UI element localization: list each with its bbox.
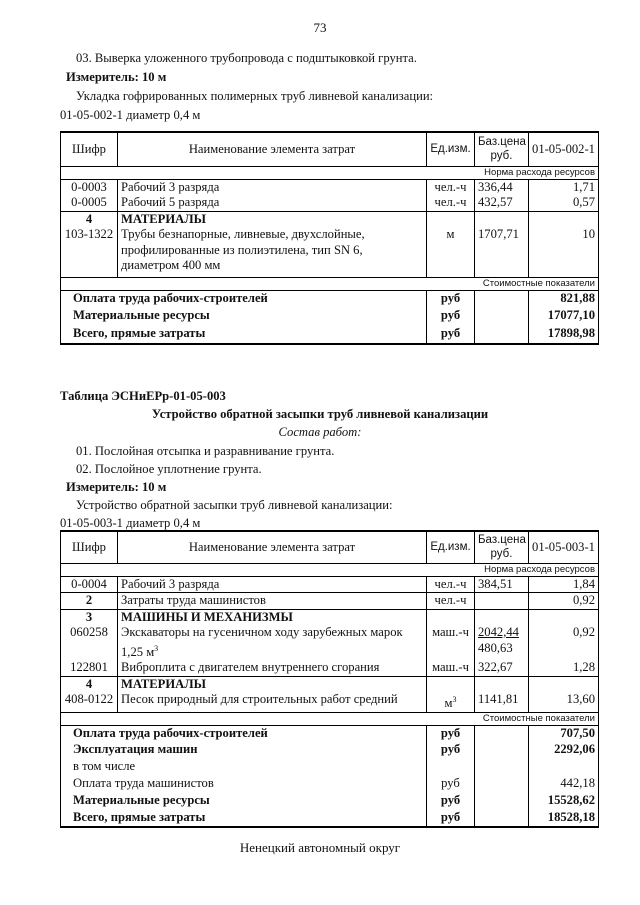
cell-norm: 10 — [529, 227, 599, 277]
total-row — [61, 810, 599, 827]
total-name: Материальные ресурсы — [61, 308, 427, 326]
table-row — [61, 576, 599, 593]
group-row — [61, 609, 599, 625]
cell-price: 1141,81 — [475, 692, 529, 712]
group-row — [61, 211, 599, 227]
total-name: Всего, прямые затраты — [61, 810, 427, 827]
total-unit: руб — [427, 308, 475, 326]
name-line: 1,25 м — [121, 644, 155, 659]
cell-unit: чел.-ч — [427, 593, 475, 610]
cell-code: 0-0005 — [61, 195, 118, 211]
total-unit — [427, 759, 475, 776]
code-line: 01-05-002-1 диаметр 0,4 м — [60, 108, 201, 122]
cell-code: 122801 — [61, 660, 118, 676]
table-row — [61, 593, 599, 610]
measure-label: Измеритель: 10 м — [66, 70, 167, 84]
total-value: 18528,18 — [529, 810, 599, 827]
work-item: 02. Послойное уплотнение грунта. — [76, 462, 262, 476]
cell-price: 384,51 — [475, 576, 529, 593]
cell-name: Рабочий 5 разряда — [118, 195, 427, 211]
total-name: Эксплуатация машин — [61, 742, 427, 759]
cell-name: Рабочий 3 разряда — [118, 576, 427, 593]
page-footer: Ненецкий автономный округ — [239, 840, 401, 855]
col-header-code: Шифр — [61, 531, 118, 563]
total-name: Оплата труда рабочих-строителей — [61, 290, 427, 308]
total-value: 17077,10 — [529, 308, 599, 326]
cell-norm: 1,28 — [529, 660, 599, 676]
total-unit: руб — [427, 776, 475, 793]
cell-price: 432,57 — [475, 195, 529, 211]
cell-norm: 1,84 — [529, 576, 599, 593]
col-header-norm: 01-05-002-1 — [529, 132, 599, 166]
table-row — [61, 692, 599, 712]
cell-unit: маш.-ч — [427, 625, 475, 660]
group-name: МАШИНЫ И МЕХАНИЗМЫ — [118, 609, 427, 625]
total-row — [61, 742, 599, 759]
cell-unit: чел.-ч — [427, 179, 475, 195]
group-row — [61, 676, 599, 692]
total-name: Материальные ресурсы — [61, 793, 427, 810]
total-value: 442,18 — [529, 776, 599, 793]
total-value: 17898,98 — [529, 326, 599, 344]
cell-norm: 0,57 — [529, 195, 599, 211]
total-row — [61, 326, 599, 344]
band-norms: Норма расхода ресурсов — [61, 166, 599, 179]
cell-code: 408-0122 — [61, 692, 118, 712]
total-value: 707,50 — [529, 725, 599, 742]
total-row — [61, 725, 599, 742]
cell-price — [475, 593, 529, 610]
total-unit: руб — [427, 725, 475, 742]
work-item: 01. Послойная отсыпка и разравнивание грунта. — [76, 444, 335, 458]
cell-name: Виброплита с двигателем внутреннего сгорания — [118, 660, 427, 676]
page-number: 73 — [313, 20, 327, 35]
total-name: Оплата труда рабочих-строителей — [61, 725, 427, 742]
total-unit: руб — [427, 793, 475, 810]
cell-norm: 1,71 — [529, 179, 599, 195]
total-name: Оплата труда машинистов — [61, 776, 427, 793]
group-name: МАТЕРИАЛЫ — [118, 676, 427, 692]
total-row — [61, 308, 599, 326]
table-row — [61, 625, 599, 660]
superscript: 3 — [154, 643, 159, 653]
cell-name: Рабочий 3 разряда — [118, 179, 427, 195]
total-value — [529, 759, 599, 776]
cell-name: Трубы безнапорные, ливневые, двухслойные, профилированные из полиэтилена, тип SN 6, диаметром 400 мм — [118, 227, 427, 277]
composition-label: Состав работ: — [278, 425, 362, 439]
section-heading: Устройство обратной засыпки труб ливневой канализации — [151, 407, 489, 421]
table-row — [61, 179, 599, 195]
cell-code: 103-1322 — [61, 227, 118, 277]
cell-unit: чел.-ч — [427, 195, 475, 211]
cell-name — [118, 625, 427, 660]
table-subtitle: Укладка гофрированных полимерных труб ливневой канализации: — [76, 89, 434, 103]
total-row — [61, 793, 599, 810]
col-header-price: Баз.цена руб. — [475, 132, 529, 166]
col-header-name: Наименование элемента затрат — [118, 132, 427, 166]
cell-code: 0-0003 — [61, 179, 118, 195]
total-name: в том числе — [61, 759, 427, 776]
total-unit: руб — [427, 742, 475, 759]
cell-price — [475, 625, 529, 660]
code-line: 01-05-003-1 диаметр 0,4 м — [60, 516, 201, 530]
col-header-code: Шифр — [61, 132, 118, 166]
price-primary: 2042,44 — [478, 625, 519, 639]
price-secondary: 480,63 — [478, 640, 513, 655]
total-name: Всего, прямые затраты — [61, 326, 427, 344]
group-code: 3 — [61, 609, 118, 625]
total-unit: руб — [427, 810, 475, 827]
table-title: Таблица ЭСНиЕРр-01-05-003 — [60, 389, 226, 403]
cell-price: 322,67 — [475, 660, 529, 676]
cell-unit: чел.-ч — [427, 576, 475, 593]
unit-text: м — [444, 696, 453, 711]
resource-table-2 — [60, 530, 599, 828]
col-header-price: Баз.цена руб. — [475, 531, 529, 563]
total-unit: руб — [427, 290, 475, 308]
cell-name: Затраты труда машинистов — [118, 593, 427, 610]
col-header-norm: 01-05-003-1 — [529, 531, 599, 563]
total-value: 2292,06 — [529, 742, 599, 759]
group-name: МАТЕРИАЛЫ — [118, 211, 427, 227]
total-value: 821,88 — [529, 290, 599, 308]
total-unit: руб — [427, 326, 475, 344]
band-cost: Стоимостные показатели — [61, 277, 599, 290]
cell-unit: м — [427, 227, 475, 277]
work-item: 03. Выверка уложенного трубопровода с подштыковкой грунта. — [76, 51, 417, 65]
resource-table-1 — [60, 131, 599, 345]
cell-norm: 0,92 — [529, 593, 599, 610]
table-row — [61, 227, 599, 277]
group-code: 4 — [61, 211, 118, 227]
table-row — [61, 195, 599, 211]
total-row — [61, 290, 599, 308]
table-row — [61, 660, 599, 676]
cell-code: 0-0004 — [61, 576, 118, 593]
cell-unit: маш.-ч — [427, 660, 475, 676]
total-row — [61, 776, 599, 793]
total-row — [61, 759, 599, 776]
cell-code: 060258 — [61, 625, 118, 660]
cell-price: 1707,71 — [475, 227, 529, 277]
cell-norm: 0,92 — [529, 625, 599, 660]
total-value: 15528,62 — [529, 793, 599, 810]
band-norms: Норма расхода ресурсов — [61, 563, 599, 576]
cell-code: 2 — [61, 593, 118, 610]
band-cost: Стоимостные показатели — [61, 712, 599, 725]
measure-label: Измеритель: 10 м — [66, 480, 167, 494]
cell-price: 336,44 — [475, 179, 529, 195]
col-header-unit: Ед.изм. — [427, 132, 475, 166]
name-line: Экскаваторы на гусеничном ходу зарубежных марок — [121, 625, 403, 639]
col-header-name: Наименование элемента затрат — [118, 531, 427, 563]
cell-name: Песок природный для строительных работ средний — [118, 692, 427, 712]
cell-norm: 13,60 — [529, 692, 599, 712]
table-subtitle: Устройство обратной засыпки труб ливневой канализации: — [76, 498, 393, 512]
group-code: 4 — [61, 676, 118, 692]
cell-unit — [427, 692, 475, 712]
superscript: 3 — [452, 695, 457, 705]
col-header-unit: Ед.изм. — [427, 531, 475, 563]
